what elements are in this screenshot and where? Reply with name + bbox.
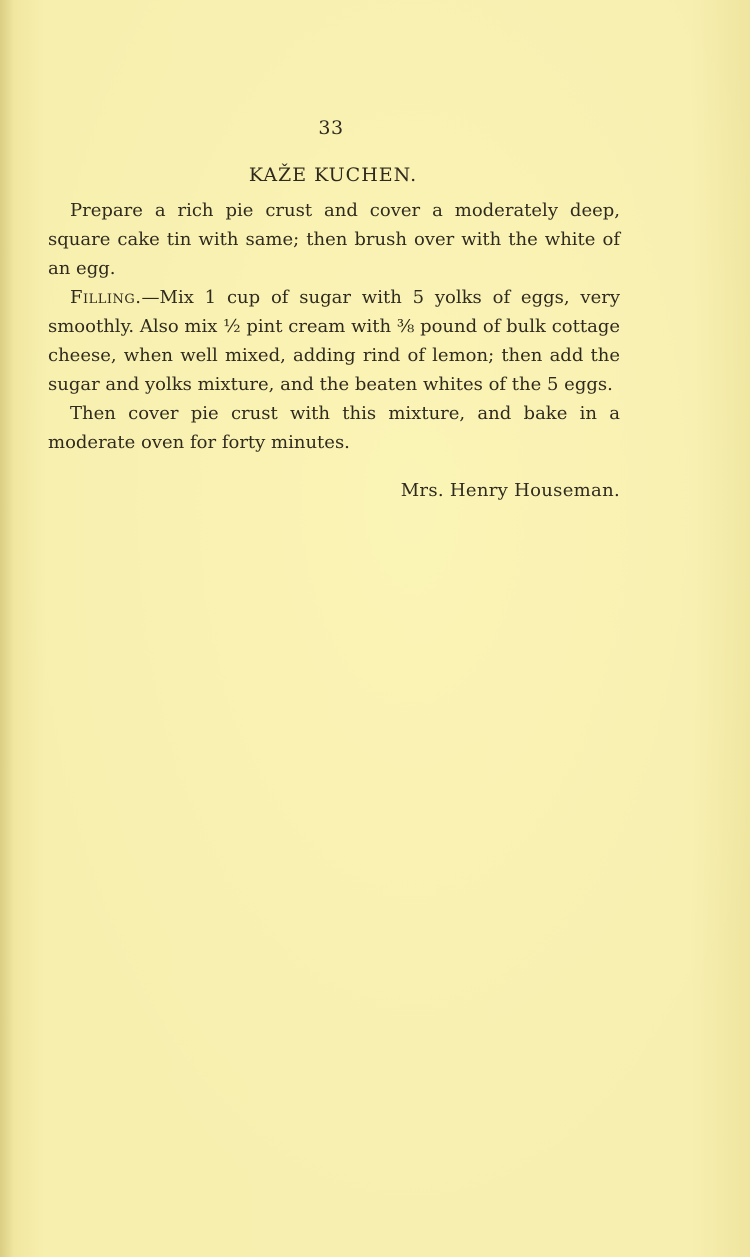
paragraph-crust: Prepare a rich pie crust and cover a moderately deep, square cake tin with same; then brush over with the white of an egg. bbox=[48, 200, 620, 279]
paragraph-filling bbox=[48, 283, 620, 399]
recipe-title: KAŽE KUCHEN. bbox=[248, 164, 418, 186]
paragraph-bake: Then cover pie crust with this mixture, and bake in a moderate oven for forty minutes. bbox=[48, 403, 620, 453]
page-edge-shadow bbox=[0, 0, 14, 1257]
filling-label: Filling. bbox=[70, 287, 142, 308]
filling-text: —Mix 1 cup of sugar with 5 yolks of eggs, very smoothly. Also mix ½ pint cream with ⅜ pound of bulk cottage cheese, when well mixed, adding rind of lemon; then add the sugar and yolks mixture, and the beaten whites of the 5 eggs. bbox=[48, 287, 620, 395]
page-number: 33 bbox=[318, 117, 344, 139]
recipe-body bbox=[48, 196, 620, 457]
recipe-author: Mrs. Henry Houseman. bbox=[400, 480, 620, 501]
